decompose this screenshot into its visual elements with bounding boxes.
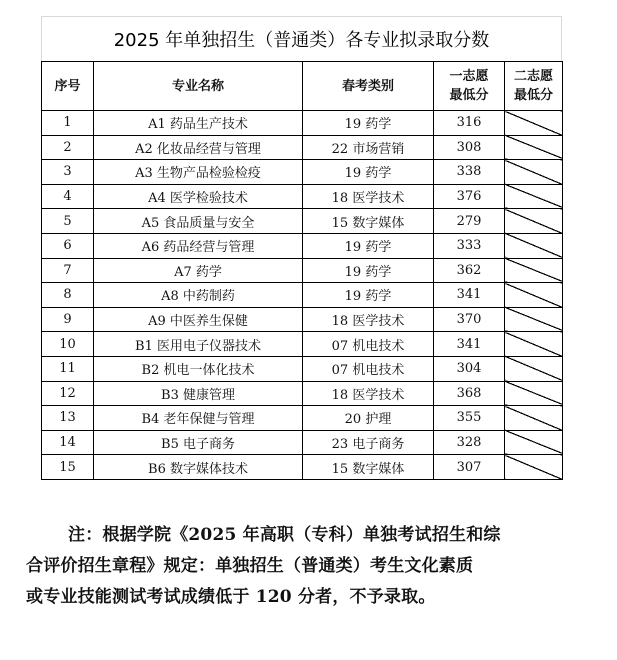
cell-category: 19 药学 — [303, 111, 434, 136]
table-row — [42, 258, 563, 283]
cell-second-choice-min — [505, 184, 563, 209]
cell-seq: 4 — [42, 184, 94, 209]
cell-category: 18 医学技术 — [303, 381, 434, 406]
cell-seq: 5 — [42, 209, 94, 234]
table-row — [42, 209, 563, 234]
cell-seq: 10 — [42, 332, 94, 357]
table-header-row — [42, 62, 563, 111]
table-row — [42, 332, 563, 357]
cell-seq: 7 — [42, 258, 94, 283]
cell-major: A5 食品质量与安全 — [94, 209, 303, 234]
cell-first-choice-min: 341 — [434, 283, 505, 308]
cell-first-choice-min: 328 — [434, 430, 505, 455]
header-second-choice-min — [505, 62, 563, 111]
table-row — [42, 111, 563, 136]
cell-first-choice-min: 376 — [434, 184, 505, 209]
header-category: 春考类别 — [303, 62, 434, 111]
cell-category: 18 医学技术 — [303, 184, 434, 209]
cell-seq: 2 — [42, 135, 94, 160]
note-line-3: 或专业技能测试考试成绩低于 120 分者，不予录取。 — [26, 587, 436, 607]
cell-seq: 15 — [42, 455, 94, 480]
cell-major: B5 电子商务 — [94, 430, 303, 455]
cell-second-choice-min — [505, 307, 563, 332]
cell-first-choice-min: 355 — [434, 406, 505, 431]
table-row — [42, 135, 563, 160]
cell-major: A4 医学检验技术 — [94, 184, 303, 209]
cell-second-choice-min — [505, 135, 563, 160]
cell-second-choice-min — [505, 209, 563, 234]
cell-major: A9 中医养生保健 — [94, 307, 303, 332]
cell-seq: 1 — [42, 111, 94, 136]
score-table — [41, 61, 563, 480]
cell-seq: 14 — [42, 430, 94, 455]
table-row — [42, 381, 563, 406]
table-row — [42, 307, 563, 332]
header-major: 专业名称 — [94, 62, 303, 111]
cell-seq: 6 — [42, 233, 94, 258]
cell-first-choice-min: 279 — [434, 209, 505, 234]
cell-seq: 9 — [42, 307, 94, 332]
note-line-1-text: 注：根据学院《2025 年高职（专科）单独考试招生和综 — [68, 525, 501, 545]
note-line-2: 合评价招生章程》规定：单独招生（普通类）考生文化素质 — [26, 556, 474, 576]
cell-first-choice-min: 362 — [434, 258, 505, 283]
cell-category: 19 药学 — [303, 160, 434, 185]
table-title: 2025 年单独招生（普通类）各专业拟录取分数 — [41, 16, 562, 61]
header-first-choice-line1: 一志愿 — [449, 69, 489, 84]
cell-major: A2 化妆品经营与管理 — [94, 135, 303, 160]
cell-category: 19 药学 — [303, 283, 434, 308]
cell-category: 15 数字媒体 — [303, 455, 434, 480]
header-first-choice-line2: 最低分 — [449, 88, 489, 103]
cell-seq: 11 — [42, 356, 94, 381]
cell-first-choice-min: 316 — [434, 111, 505, 136]
cell-first-choice-min: 304 — [434, 356, 505, 381]
table-row — [42, 160, 563, 185]
cell-major: A6 药品经营与管理 — [94, 233, 303, 258]
cell-second-choice-min — [505, 111, 563, 136]
cell-category: 19 药学 — [303, 258, 434, 283]
cell-category: 22 市场营销 — [303, 135, 434, 160]
cell-second-choice-min — [505, 455, 563, 480]
cell-second-choice-min — [505, 406, 563, 431]
cell-category: 07 机电技术 — [303, 332, 434, 357]
table-row — [42, 406, 563, 431]
header-second-choice-line1: 二志愿 — [513, 69, 553, 84]
cell-second-choice-min — [505, 283, 563, 308]
cell-first-choice-min: 341 — [434, 332, 505, 357]
cell-first-choice-min: 307 — [434, 455, 505, 480]
cell-major: B3 健康管理 — [94, 381, 303, 406]
cell-category: 07 机电技术 — [303, 356, 434, 381]
note-line-1 — [26, 520, 591, 551]
cell-first-choice-min: 370 — [434, 307, 505, 332]
cell-first-choice-min: 333 — [434, 233, 505, 258]
cell-category: 23 电子商务 — [303, 430, 434, 455]
admission-note — [26, 520, 591, 613]
table-body — [42, 111, 563, 480]
cell-second-choice-min — [505, 430, 563, 455]
table-row — [42, 233, 563, 258]
cell-major: A8 中药制药 — [94, 283, 303, 308]
cell-category: 20 护理 — [303, 406, 434, 431]
header-seq: 序号 — [42, 62, 94, 111]
cell-seq: 8 — [42, 283, 94, 308]
cell-second-choice-min — [505, 233, 563, 258]
cell-category: 15 数字媒体 — [303, 209, 434, 234]
table-row — [42, 455, 563, 480]
header-second-choice-line2: 最低分 — [513, 88, 553, 103]
admission-score-sheet — [41, 16, 562, 480]
cell-major: A1 药品生产技术 — [94, 111, 303, 136]
cell-category: 19 药学 — [303, 233, 434, 258]
header-first-choice-min — [434, 62, 505, 111]
cell-first-choice-min: 308 — [434, 135, 505, 160]
cell-major: A7 药学 — [94, 258, 303, 283]
cell-first-choice-min: 338 — [434, 160, 505, 185]
cell-major: B4 老年保健与管理 — [94, 406, 303, 431]
cell-seq: 3 — [42, 160, 94, 185]
cell-major: B2 机电一体化技术 — [94, 356, 303, 381]
cell-seq: 13 — [42, 406, 94, 431]
cell-major: A3 生物产品检验检疫 — [94, 160, 303, 185]
cell-second-choice-min — [505, 258, 563, 283]
cell-major: B1 医用电子仪器技术 — [94, 332, 303, 357]
cell-first-choice-min: 368 — [434, 381, 505, 406]
cell-second-choice-min — [505, 160, 563, 185]
cell-category: 18 医学技术 — [303, 307, 434, 332]
cell-second-choice-min — [505, 356, 563, 381]
table-row — [42, 356, 563, 381]
table-row — [42, 430, 563, 455]
cell-major: B6 数字媒体技术 — [94, 455, 303, 480]
cell-second-choice-min — [505, 332, 563, 357]
cell-seq: 12 — [42, 381, 94, 406]
cell-second-choice-min — [505, 381, 563, 406]
table-row — [42, 184, 563, 209]
table-row — [42, 283, 563, 308]
